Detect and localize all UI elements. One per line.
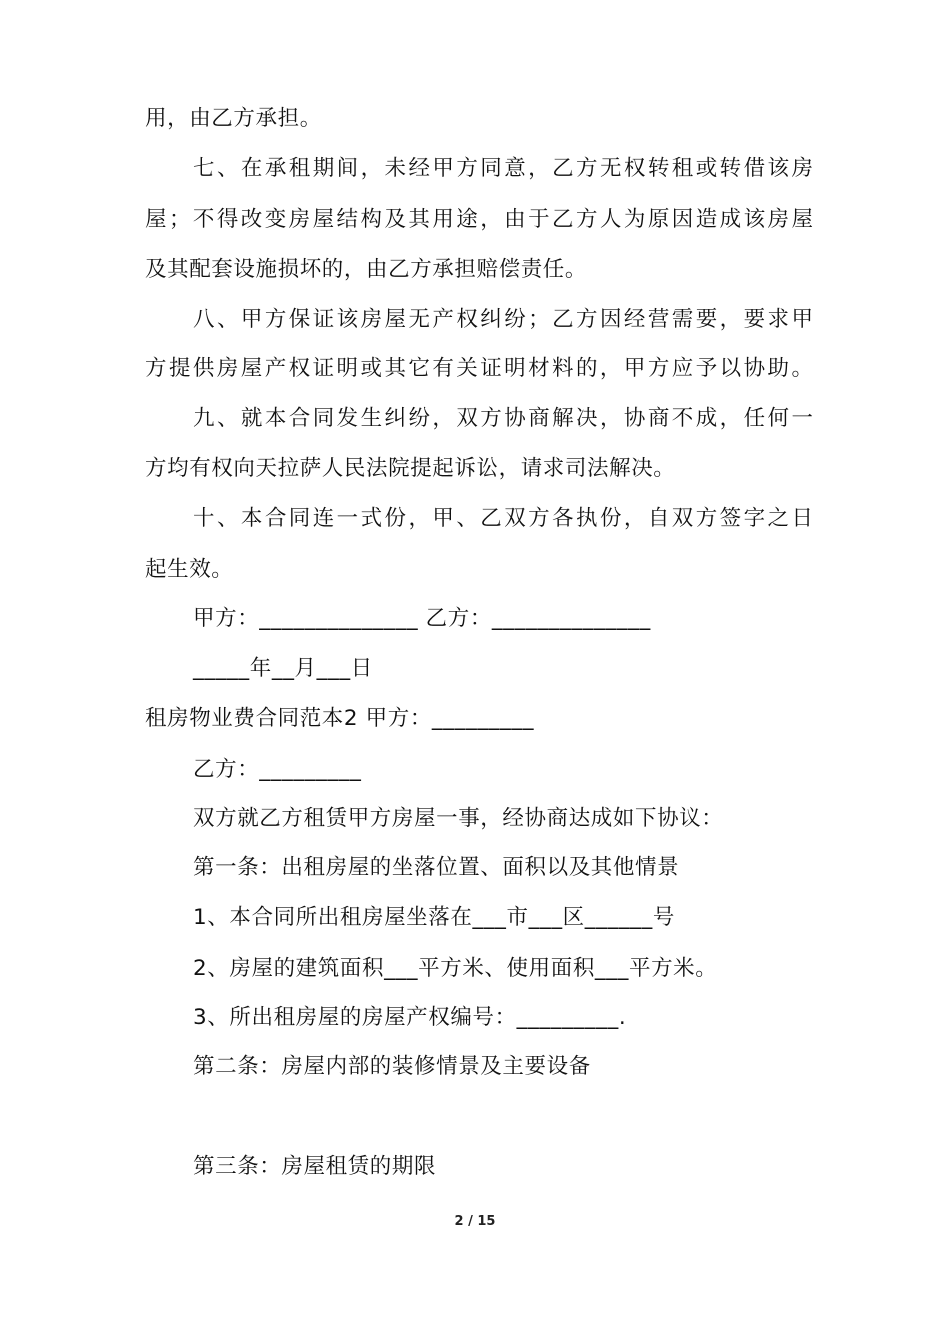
text-line: 乙方：_________: [193, 757, 362, 782]
text-line: 七、在承租期间，未经甲方同意，乙方无权转租或转借该房: [193, 156, 813, 181]
article-heading: 第三条：房屋租赁的期限: [193, 1154, 437, 1179]
date-line: _____年__月___日: [193, 656, 373, 681]
text-line: 及其配套设施损坏的，由乙方承担赔偿责任。: [145, 257, 588, 282]
text-line: 十、本合同连一式份，甲、乙双方各执份，自双方签字之日: [193, 506, 813, 531]
section-title: 租房物业费合同范本2 甲方：_________: [145, 706, 535, 731]
text-line: 2、房屋的建筑面积___平方米、使用面积___平方米。: [193, 956, 718, 981]
article-heading: 第一条：出租房屋的坐落位置、面积以及其他情景: [193, 855, 680, 880]
article-heading: 第二条：房屋内部的装修情景及主要设备: [193, 1054, 591, 1079]
text-line: 屋；不得改变房屋结构及其用途，由于乙方人为原因造成该房屋: [145, 207, 813, 232]
text-line: 起生效。: [145, 557, 234, 582]
text-line: 双方就乙方租赁甲方房屋一事，经协商达成如下协议：: [193, 806, 724, 831]
text-line: 八、甲方保证该房屋无产权纠纷；乙方因经营需要，要求甲: [193, 307, 813, 332]
text-line: 用，由乙方承担。: [145, 106, 322, 131]
text-line: 方提供房屋产权证明或其它有关证明材料的，甲方应予以协助。: [145, 356, 813, 381]
text-line: 方均有权向天拉萨人民法院提起诉讼，请求司法解决。: [145, 456, 676, 481]
signature-line: 甲方：______________ 乙方：______________: [193, 606, 651, 631]
text-line: 九、就本合同发生纠纷，双方协商解决，协商不成，任何一: [193, 406, 813, 431]
text-line: 1、本合同所出租房屋坐落在___市___区______号: [193, 905, 675, 930]
text-line: 3、所出租房屋的房屋产权编号：_________.: [193, 1005, 627, 1030]
page-indicator: 2 / 15: [454, 1214, 496, 1229]
